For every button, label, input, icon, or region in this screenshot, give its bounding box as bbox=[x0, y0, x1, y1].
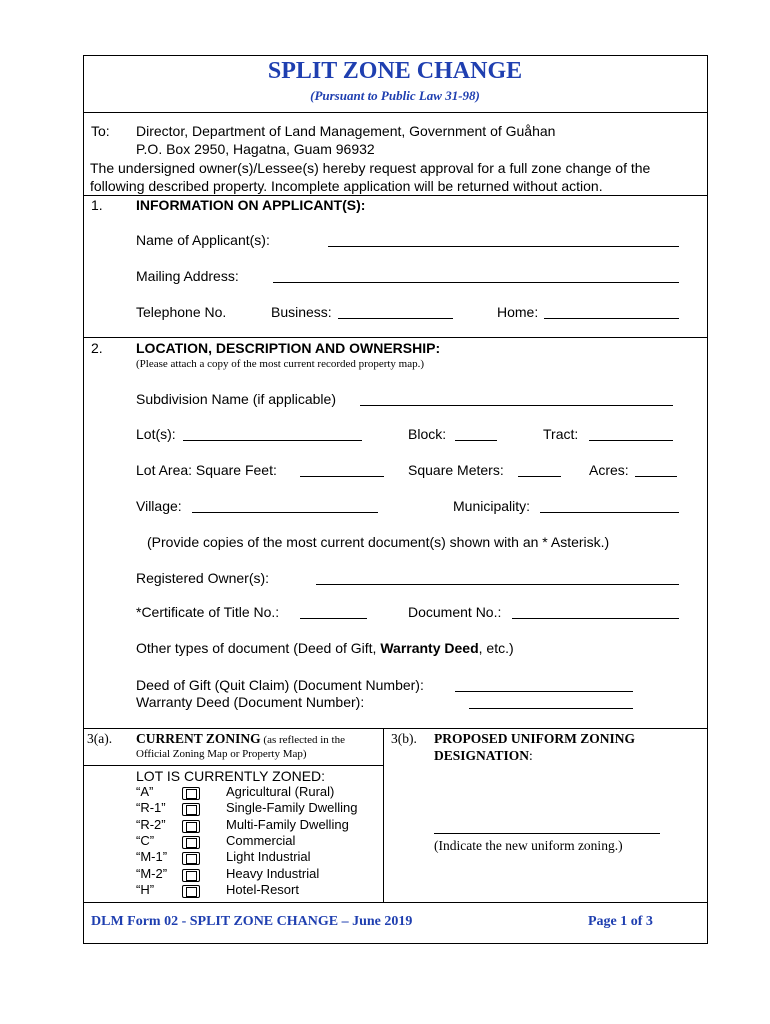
telephone-label: Telephone No. bbox=[136, 304, 227, 320]
applicant-name-label: Name of Applicant(s): bbox=[136, 232, 270, 248]
zone-checkbox[interactable] bbox=[182, 785, 200, 803]
certificate-label: *Certificate of Title No.: bbox=[136, 604, 280, 620]
deed-of-gift-label: Deed of Gift (Quit Claim) (Document Number): bbox=[136, 677, 424, 693]
intro-line-1: The undersigned owner(s)/Lessee(s) hereby request approval for a full zone change of the bbox=[90, 160, 651, 176]
block-field[interactable] bbox=[455, 440, 497, 441]
section2-heading: LOCATION, DESCRIPTION AND OWNERSHIP: bbox=[136, 340, 441, 356]
zone-description: Agricultural (Rural) bbox=[226, 784, 335, 799]
currently-zoned-label: LOT IS CURRENTLY ZONED: bbox=[136, 768, 326, 784]
zone-checkbox[interactable] bbox=[182, 867, 200, 885]
village-field[interactable] bbox=[192, 512, 378, 513]
section2-divider bbox=[83, 337, 708, 338]
section3a-number: 3(a). bbox=[87, 731, 113, 746]
applicant-name-field[interactable] bbox=[328, 246, 679, 247]
copies-note: (Provide copies of the most current document(s) shown with an * Asterisk.) bbox=[147, 534, 610, 550]
footer-page-number: Page 1 of 3 bbox=[588, 914, 653, 929]
registered-owner-label: Registered Owner(s): bbox=[136, 570, 270, 586]
document-no-field[interactable] bbox=[512, 618, 679, 619]
home-phone-label: Home: bbox=[497, 304, 539, 320]
document-no-label: Document No.: bbox=[408, 604, 502, 620]
other-documents-text: Other types of document (Deed of Gift, Warranty Deed, etc.) bbox=[136, 640, 514, 656]
section3b-heading-line2: DESIGNATION: bbox=[434, 748, 533, 763]
section3-column-divider bbox=[383, 728, 384, 902]
to-label: To: bbox=[91, 123, 110, 139]
zone-code: “C” bbox=[136, 832, 155, 848]
square-meters-label: Square Meters: bbox=[408, 462, 504, 478]
warranty-deed-label: Warranty Deed (Document Number): bbox=[136, 694, 365, 710]
business-phone-label: Business: bbox=[271, 304, 332, 320]
section3a-heading: CURRENT ZONING (as reflected in the bbox=[136, 731, 345, 746]
certificate-field[interactable] bbox=[300, 618, 367, 619]
zone-checkbox[interactable] bbox=[182, 818, 200, 836]
zone-description: Multi-Family Dwelling bbox=[226, 816, 349, 832]
footer-form-name: DLM Form 02 - SPLIT ZONE CHANGE – June 2019 bbox=[91, 914, 413, 929]
zone-checkbox[interactable] bbox=[182, 834, 200, 852]
mailing-address-field[interactable] bbox=[273, 282, 679, 283]
form-subtitle: (Pursuant to Public Law 31-98) bbox=[310, 88, 480, 103]
to-line-1: Director, Department of Land Management, Government of Guåhan bbox=[136, 123, 556, 139]
zone-checkbox[interactable] bbox=[182, 801, 200, 819]
deed-of-gift-field[interactable] bbox=[455, 691, 633, 692]
business-phone-field[interactable] bbox=[338, 318, 453, 319]
municipality-field[interactable] bbox=[540, 512, 679, 513]
zone-checkbox[interactable] bbox=[182, 883, 200, 901]
zone-checkbox[interactable] bbox=[182, 850, 200, 868]
indicate-note: (Indicate the new uniform zoning.) bbox=[434, 838, 623, 853]
zone-code: “M-2” bbox=[136, 865, 168, 881]
subdivision-label: Subdivision Name (if applicable) bbox=[136, 391, 336, 407]
section2-note: (Please attach a copy of the most current recorded property map.) bbox=[136, 358, 425, 370]
title-divider bbox=[83, 112, 708, 113]
zone-code: “A” bbox=[136, 784, 154, 799]
zone-code: “R-1” bbox=[136, 800, 166, 816]
tract-label: Tract: bbox=[543, 426, 579, 442]
warranty-deed-field[interactable] bbox=[469, 708, 633, 709]
acres-field[interactable] bbox=[635, 476, 677, 477]
zone-code: “H” bbox=[136, 881, 155, 897]
home-phone-field[interactable] bbox=[544, 318, 679, 319]
section2-number: 2. bbox=[91, 340, 103, 356]
square-feet-field[interactable] bbox=[300, 476, 384, 477]
square-meters-field[interactable] bbox=[518, 476, 561, 477]
zone-code: “M-1” bbox=[136, 849, 168, 865]
zone-description: Commercial bbox=[226, 832, 296, 848]
section3b-heading-line1: PROPOSED UNIFORM ZONING bbox=[434, 731, 636, 746]
mailing-address-label: Mailing Address: bbox=[136, 268, 239, 284]
village-label: Village: bbox=[136, 498, 182, 514]
zone-description: Heavy Industrial bbox=[226, 865, 320, 881]
proposed-zoning-field[interactable] bbox=[434, 833, 660, 834]
lots-label: Lot(s): bbox=[136, 426, 176, 442]
municipality-label: Municipality: bbox=[453, 498, 531, 514]
acres-label: Acres: bbox=[589, 462, 629, 478]
section3b-number: 3(b). bbox=[391, 731, 417, 746]
zone-description: Light Industrial bbox=[226, 849, 311, 865]
form-title: SPLIT ZONE CHANGE bbox=[267, 58, 523, 84]
block-label: Block: bbox=[408, 426, 447, 442]
section1-heading: INFORMATION ON APPLICANT(S): bbox=[136, 197, 366, 213]
lot-area-label: Lot Area: Square Feet: bbox=[136, 462, 277, 478]
to-line-2: P.O. Box 2950, Hagatna, Guam 96932 bbox=[136, 141, 375, 157]
section3-divider bbox=[83, 728, 708, 729]
subdivision-field[interactable] bbox=[360, 405, 673, 406]
zoning-subdivider bbox=[83, 765, 383, 766]
zone-code: “R-2” bbox=[136, 816, 166, 832]
section3a-heading-note: Official Zoning Map or Property Map) bbox=[136, 748, 307, 760]
zone-description: Hotel-Resort bbox=[226, 881, 299, 897]
section1-divider bbox=[83, 195, 708, 196]
footer-divider bbox=[83, 902, 708, 903]
zone-description: Single-Family Dwelling bbox=[226, 800, 358, 816]
section1-number: 1. bbox=[91, 197, 103, 213]
tract-field[interactable] bbox=[589, 440, 673, 441]
intro-line-2: following described property. Incomplete application will be returned without action. bbox=[90, 178, 603, 194]
registered-owner-field[interactable] bbox=[316, 584, 679, 585]
lots-field[interactable] bbox=[183, 440, 362, 441]
